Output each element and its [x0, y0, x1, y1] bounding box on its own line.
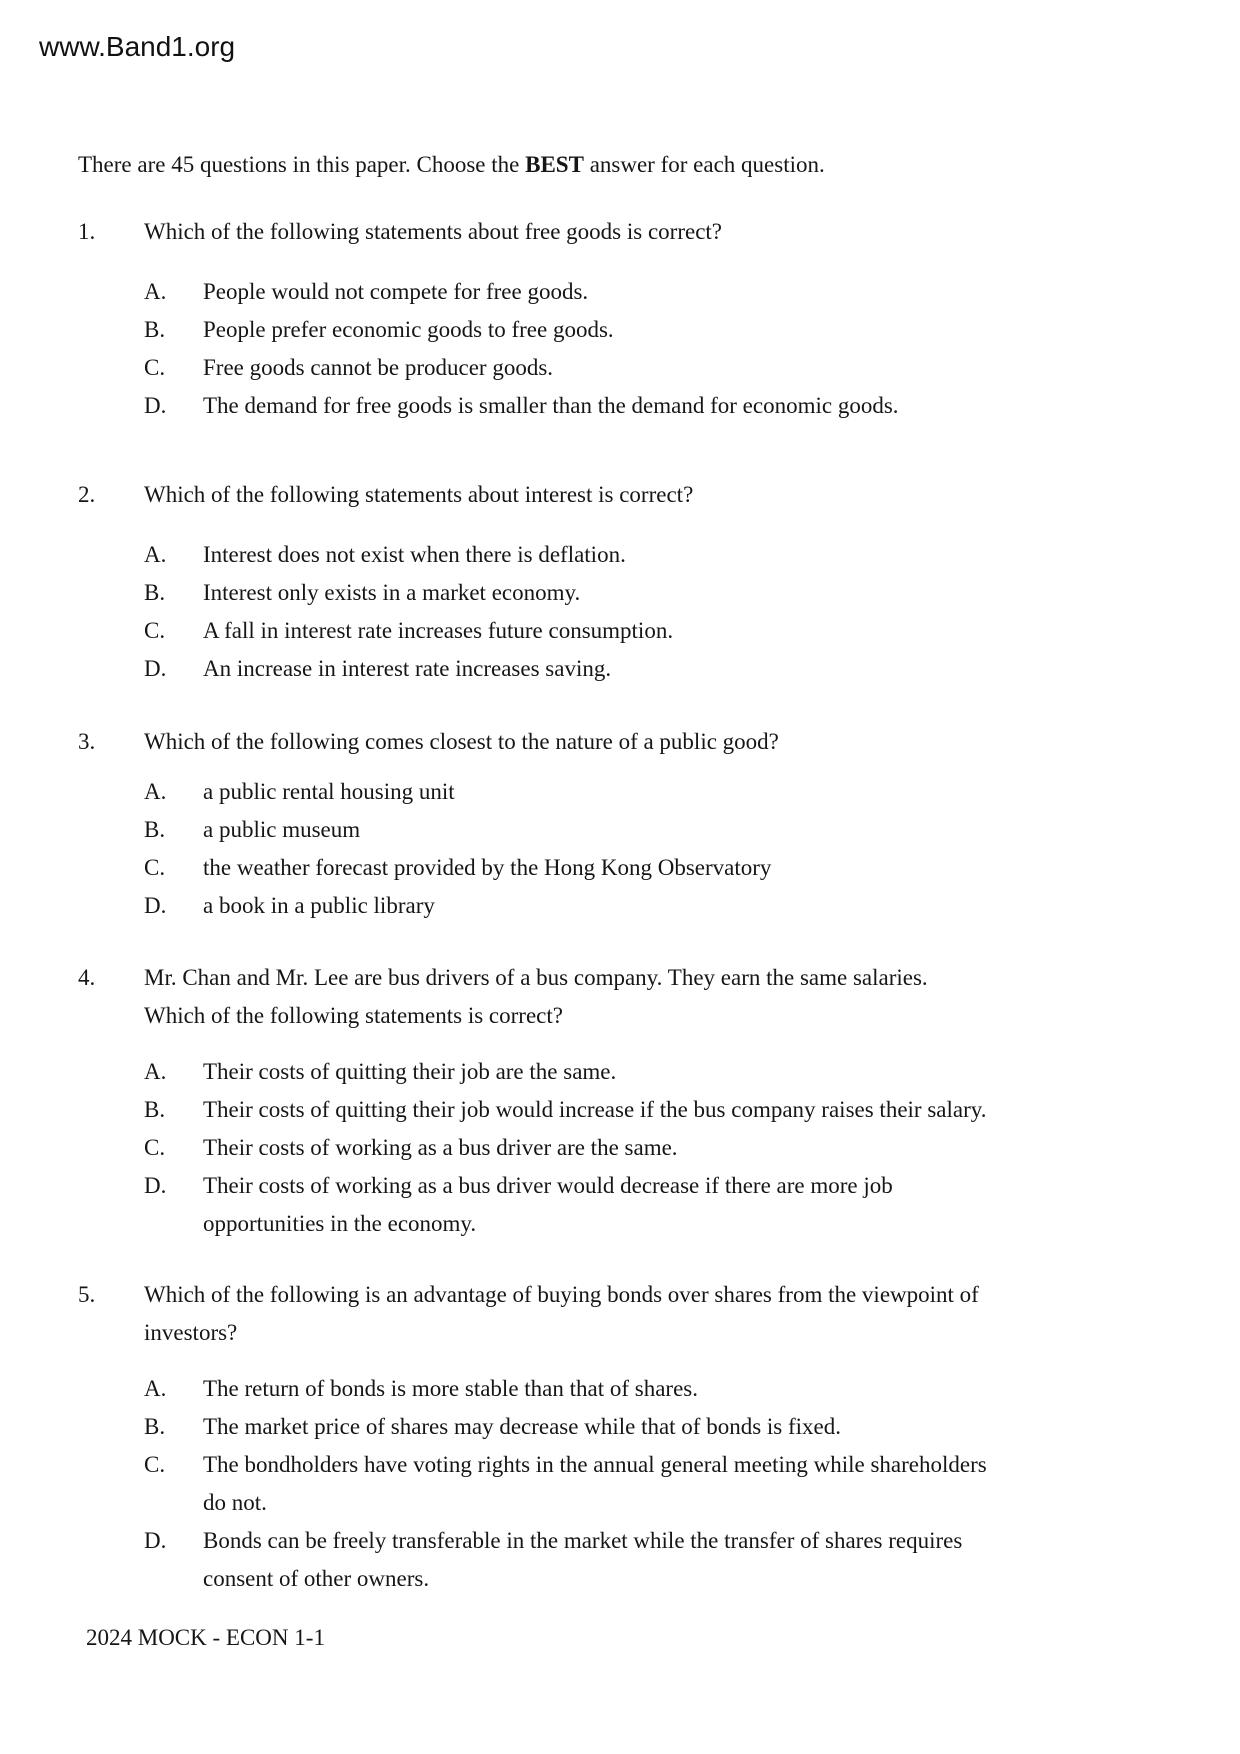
option-line: do not. — [203, 1490, 267, 1515]
options-list — [78, 773, 1218, 925]
option-text — [203, 349, 1193, 387]
option-row — [144, 536, 1218, 574]
option-line: The market price of shares may decrease while that of bonds is fixed. — [203, 1414, 842, 1439]
option-text — [203, 1370, 1193, 1408]
option-text — [203, 773, 1193, 811]
option-letter: B. — [144, 1414, 166, 1439]
option-text — [203, 1129, 1193, 1167]
option-text — [203, 612, 1193, 650]
paper-code: 2024 MOCK - ECON 1-1 — [86, 1625, 325, 1650]
option-line: Their costs of quitting their job would increase if the bus company raises their salary. — [203, 1097, 987, 1122]
option-line: the weather forecast provided by the Hong Kong Observatory — [203, 855, 772, 880]
option-letter: D. — [144, 893, 167, 918]
option-line: The bondholders have voting rights in the annual general meeting while shareholders — [203, 1452, 987, 1477]
stem-line: Which of the following statements is correct? — [144, 1003, 563, 1028]
option-line: Their costs of working as a bus driver are the same. — [203, 1135, 678, 1160]
option-text — [203, 574, 1193, 612]
option-line: Their costs of quitting their job are the same. — [203, 1059, 617, 1084]
option-line: People prefer economic goods to free goods. — [203, 317, 614, 342]
question-stem — [144, 1276, 1184, 1352]
option-letter: D. — [144, 1528, 167, 1553]
option-line: a book in a public library — [203, 893, 435, 918]
question-stem — [144, 213, 1184, 251]
option-row — [144, 650, 1218, 688]
option-letter: B. — [144, 580, 166, 605]
option-letter: D. — [144, 1173, 167, 1198]
option-row — [144, 311, 1218, 349]
stem-line: Mr. Chan and Mr. Lee are bus drivers of a bus company. They earn the same salaries. — [144, 965, 928, 990]
option-text — [203, 273, 1193, 311]
option-line: The return of bonds is more stable than that of shares. — [203, 1376, 699, 1401]
option-text — [203, 311, 1193, 349]
option-text — [203, 1053, 1193, 1091]
option-letter: A. — [144, 542, 167, 567]
option-letter: B. — [144, 1097, 166, 1122]
options-list — [78, 536, 1218, 688]
question-number: 3. — [78, 729, 96, 754]
option-line: Free goods cannot be producer goods. — [203, 355, 554, 380]
question-3 — [78, 723, 1218, 925]
option-row — [144, 1370, 1218, 1408]
option-row — [144, 849, 1218, 887]
option-row — [144, 273, 1218, 311]
option-text — [203, 1167, 1193, 1243]
option-line: A fall in interest rate increases future consumption. — [203, 618, 674, 643]
question-number: 2. — [78, 482, 96, 507]
option-letter: B. — [144, 317, 166, 342]
question-number: 5. — [78, 1282, 96, 1307]
option-text — [203, 650, 1193, 688]
option-letter: D. — [144, 393, 167, 418]
option-letter: C. — [144, 1135, 166, 1160]
option-letter: D. — [144, 656, 167, 681]
question-4 — [78, 959, 1218, 1243]
option-line: a public museum — [203, 817, 361, 842]
stem-line: Which of the following comes closest to the nature of a public good? — [144, 729, 779, 754]
option-letter: C. — [144, 355, 166, 380]
question-2 — [78, 476, 1218, 688]
option-line: Interest only exists in a market economy. — [203, 580, 581, 605]
option-row — [144, 811, 1218, 849]
option-row — [144, 773, 1218, 811]
option-letter: B. — [144, 817, 166, 842]
option-row — [144, 1522, 1218, 1598]
option-letter: A. — [144, 779, 167, 804]
option-text — [203, 387, 1193, 425]
option-line: Bonds can be freely transferable in the market while the transfer of shares requires — [203, 1528, 963, 1553]
option-line: The demand for free goods is smaller than the demand for economic goods. — [203, 393, 899, 418]
options-list — [78, 1053, 1218, 1243]
option-text — [203, 1408, 1193, 1446]
option-row — [144, 349, 1218, 387]
stem-line: Which of the following statements about free goods is correct? — [144, 219, 723, 244]
question-stem — [144, 723, 1184, 761]
option-letter: C. — [144, 618, 166, 643]
option-line: Their costs of working as a bus driver would decrease if there are more job — [203, 1173, 893, 1198]
option-letter: A. — [144, 1376, 167, 1401]
option-row — [144, 1446, 1218, 1522]
option-row — [144, 887, 1218, 925]
option-row — [144, 1091, 1218, 1129]
option-text — [203, 887, 1193, 925]
question-number: 4. — [78, 965, 96, 990]
option-row — [144, 1167, 1218, 1243]
instructions-suffix: answer for each question. — [583, 152, 825, 177]
option-text — [203, 849, 1193, 887]
option-line: a public rental housing unit — [203, 779, 455, 804]
option-letter: A. — [144, 1059, 167, 1084]
stem-line: Which of the following is an advantage of buying bonds over shares from the viewpoint of — [144, 1282, 979, 1307]
stem-line: investors? — [144, 1320, 238, 1345]
option-text — [203, 1091, 1193, 1129]
option-text — [203, 811, 1193, 849]
option-letter: A. — [144, 279, 167, 304]
options-list — [78, 273, 1218, 425]
option-text — [203, 536, 1193, 574]
option-line: People would not compete for free goods. — [203, 279, 589, 304]
option-letter: C. — [144, 1452, 166, 1477]
option-row — [144, 1129, 1218, 1167]
instructions-emphasis: BEST — [525, 152, 584, 177]
question-5 — [78, 1276, 1218, 1598]
option-row — [144, 387, 1218, 425]
option-row — [144, 1408, 1218, 1446]
question-1 — [78, 213, 1218, 425]
option-text — [203, 1446, 1193, 1522]
option-row — [144, 1053, 1218, 1091]
instructions-prefix: There are 45 questions in this paper. Choose the — [78, 152, 526, 177]
stem-line: Which of the following statements about interest is correct? — [144, 482, 694, 507]
question-stem — [144, 959, 1184, 1035]
option-row — [144, 574, 1218, 612]
question-number: 1. — [78, 219, 96, 244]
site-watermark: www.Band1.org — [39, 31, 236, 62]
question-stem — [144, 476, 1184, 514]
option-text — [203, 1522, 1193, 1598]
option-row — [144, 612, 1218, 650]
options-list — [78, 1370, 1218, 1598]
option-line: consent of other owners. — [203, 1566, 430, 1591]
option-line: opportunities in the economy. — [203, 1211, 477, 1236]
option-line: Interest does not exist when there is deflation. — [203, 542, 626, 567]
exam-instructions — [78, 146, 1188, 184]
option-letter: C. — [144, 855, 166, 880]
option-line: An increase in interest rate increases saving. — [203, 656, 612, 681]
